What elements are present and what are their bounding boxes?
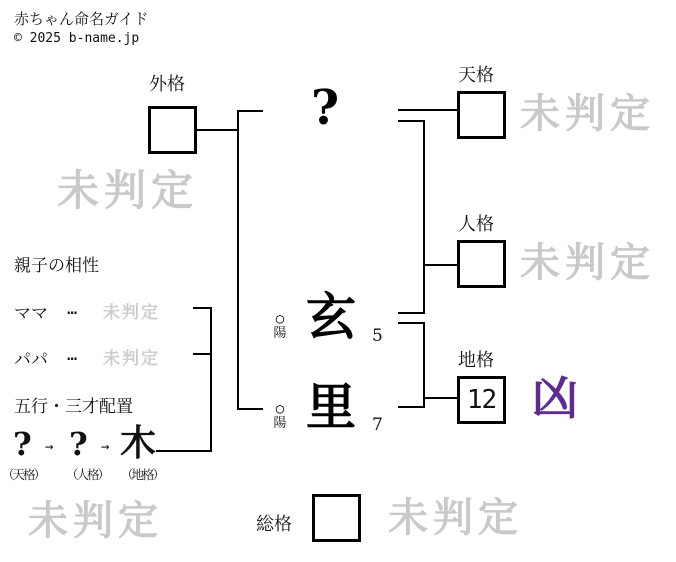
bottom-left-result-watermark: 未判定	[28, 497, 163, 544]
compatibility-papa-dots: …	[67, 345, 78, 365]
compatibility-bracket-vertical-line	[210, 307, 212, 452]
compatibility-mama-dots: …	[67, 299, 78, 319]
jinkaku-bracket-top-stub-line	[398, 120, 425, 122]
jinkaku-result-watermark: 未判定	[520, 239, 655, 286]
gaikaku-box-connector-line	[196, 129, 238, 131]
arrow-right-icon: →	[45, 439, 54, 455]
soukaku-result-watermark: 未判定	[388, 494, 523, 541]
yang-circle-icon: ○	[275, 311, 285, 327]
tenkaku-connector-line	[398, 109, 458, 111]
copyright-text: © 2025 b-name.jp	[14, 31, 140, 46]
jinkaku-bracket-bottom-stub-line	[398, 312, 425, 314]
yinyang-marker	[269, 402, 291, 430]
chikaku-bracket-bottom-stub-line	[398, 406, 425, 408]
given-name-char-2-strokes: 7	[372, 415, 383, 435]
surname-placeholder-char: ?	[310, 80, 340, 136]
gogyou-element-jinkaku: ?	[69, 425, 88, 463]
given-name-char-1-strokes: 5	[372, 326, 383, 346]
given-name-char-2: 里	[306, 377, 356, 436]
compatibility-papa-label: パパ	[14, 350, 48, 370]
tenkaku-label: 天格	[458, 65, 494, 86]
soukaku-value-box	[312, 494, 361, 542]
gogyou-element-tenkaku: ?	[13, 425, 32, 463]
given-name-char-1: 玄	[306, 287, 356, 346]
arrow-right-icon: →	[101, 439, 110, 455]
compatibility-mama-stub-line	[193, 307, 211, 309]
soukaku-label: 総格	[256, 514, 292, 535]
gaikaku-bracket-bottom-stub-line	[237, 408, 263, 410]
tenkaku-value-box	[457, 91, 506, 139]
gaikaku-value-box	[148, 106, 197, 154]
jinkaku-label: 人格	[458, 214, 494, 235]
page-title: 赤ちゃん命名ガイド	[14, 10, 149, 28]
compatibility-mama-label: ママ	[14, 304, 48, 324]
jinkaku-bracket-vertical-line	[423, 120, 425, 314]
tenkaku-result-watermark: 未判定	[520, 90, 655, 137]
gogyou-label-chikaku: （地格）	[121, 467, 164, 482]
gaikaku-bracket-vertical-line	[237, 110, 239, 410]
gogyou-label-jinkaku: （人格）	[66, 467, 109, 482]
compatibility-papa-stub-line	[193, 353, 211, 355]
jinkaku-box-connector-line	[423, 264, 458, 266]
chikaku-label: 地格	[458, 350, 494, 371]
compatibility-heading: 親子の相性	[14, 256, 99, 276]
compatibility-mama-result: 未判定	[103, 303, 160, 323]
compatibility-papa-result: 未判定	[103, 349, 160, 369]
gogyou-element-chikaku: 木	[120, 422, 157, 464]
gogyou-label-tenkaku: （天格）	[2, 467, 45, 482]
chikaku-bracket-vertical-line	[423, 322, 425, 408]
yang-label: 陽	[273, 326, 287, 341]
gaikaku-bracket-top-stub-line	[237, 110, 263, 112]
compatibility-gogyou-stub-line	[156, 450, 211, 452]
jinkaku-value-box	[457, 240, 506, 288]
chikaku-bracket-top-stub-line	[398, 322, 425, 324]
gogyou-heading: 五行・三才配置	[14, 397, 133, 417]
chikaku-box-connector-line	[423, 397, 458, 399]
gaikaku-result-watermark: 未判定	[57, 166, 199, 215]
chikaku-value-box	[457, 376, 506, 424]
yang-label: 陽	[273, 416, 287, 431]
yang-circle-icon: ○	[275, 401, 285, 417]
chikaku-fortune-badge: 凶	[532, 371, 578, 425]
yinyang-marker	[269, 312, 291, 340]
chikaku-value: 12	[466, 385, 497, 415]
gaikaku-label: 外格	[149, 74, 185, 95]
